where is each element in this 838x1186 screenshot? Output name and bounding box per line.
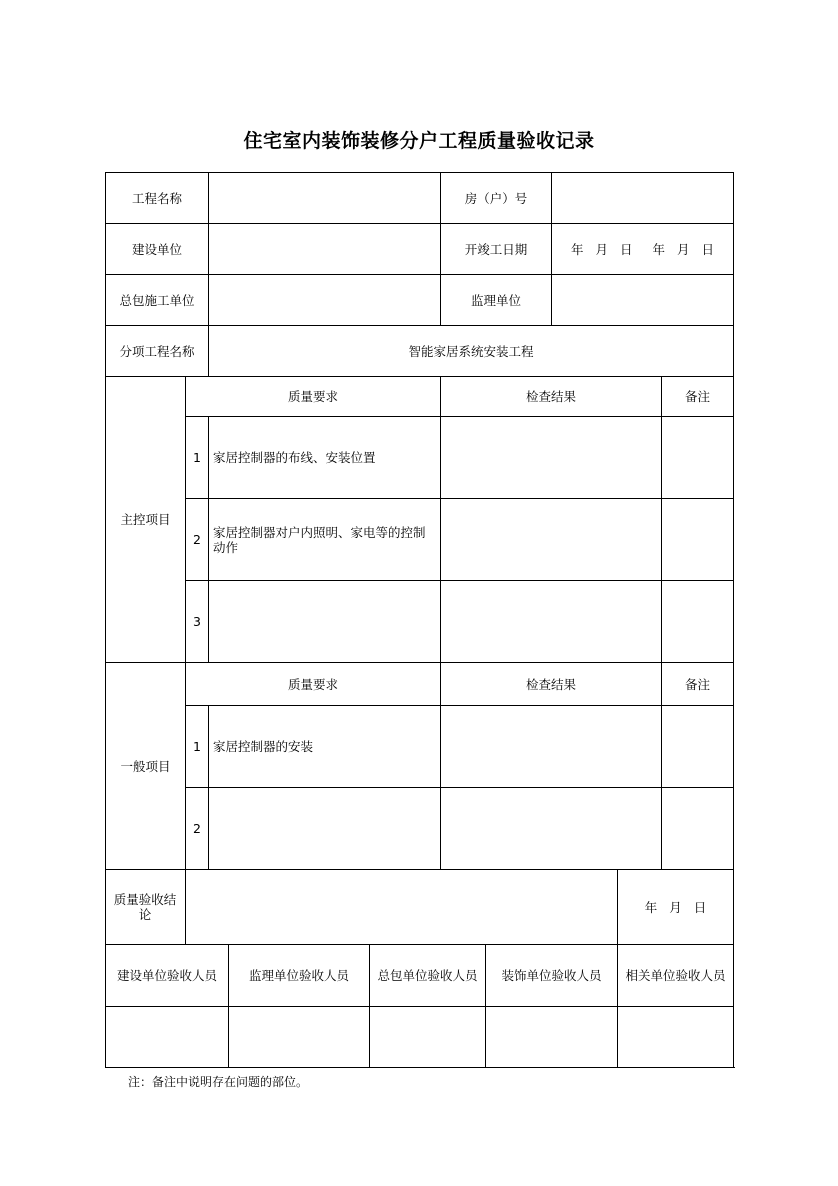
main-control-label: 主控项目	[120, 512, 171, 527]
main-item-1-remark[interactable]	[662, 417, 733, 498]
main-item-2-no: 2	[193, 532, 201, 547]
general-col-result: 检查结果	[525, 676, 576, 692]
general-item-2-result[interactable]	[441, 788, 661, 869]
general-col-requirement: 质量要求	[287, 676, 338, 692]
general-item-1-result[interactable]	[441, 706, 661, 787]
general-item-2-no: 2	[193, 821, 201, 836]
main-item-2-text: 家居控制器对户内照明、家电等的控制动作	[213, 524, 426, 555]
main-item-1-no: 1	[193, 450, 201, 465]
sig-decoration-field[interactable]	[486, 1007, 617, 1067]
conclusion-date[interactable]	[618, 870, 733, 944]
general-item-2-remark[interactable]	[662, 788, 733, 869]
sig-decoration-label: 装饰单位验收人员	[501, 968, 602, 983]
main-col-requirement: 质量要求	[287, 389, 338, 404]
project-name-field[interactable]	[209, 173, 440, 223]
start-day: 日	[619, 241, 633, 257]
builder-label: 建设单位	[131, 241, 182, 257]
main-item-1-result[interactable]	[441, 417, 661, 498]
supervisor-field[interactable]	[552, 275, 733, 325]
sub-project-value: 智能家居系统安装工程	[408, 343, 534, 359]
general-item-1-no: 1	[193, 739, 201, 754]
end-year: 年	[652, 241, 666, 257]
sig-supervisor-label: 监理单位验收人员	[248, 968, 349, 983]
main-col-result: 检查结果	[525, 389, 576, 404]
sig-supervisor-field[interactable]	[229, 1007, 369, 1067]
table-line	[733, 172, 734, 1068]
main-item-1-text: 家居控制器的布线、安装位置	[213, 450, 376, 465]
table-line	[105, 1067, 735, 1068]
start-year: 年	[570, 241, 584, 257]
project-name-label: 工程名称	[131, 190, 182, 206]
general-item-2-text[interactable]	[209, 788, 440, 869]
sig-builder-field[interactable]	[106, 1007, 228, 1067]
general-item-1-remark[interactable]	[662, 706, 733, 787]
builder-field[interactable]	[209, 224, 440, 274]
start-end-date-field[interactable]	[552, 224, 733, 274]
conclusion-field[interactable]	[186, 870, 617, 944]
start-month: 月	[595, 241, 608, 257]
main-item-2-result[interactable]	[441, 499, 661, 580]
sig-related-label: 相关单位验收人员	[625, 968, 726, 983]
main-item-2-remark[interactable]	[662, 499, 733, 580]
end-month: 月	[677, 241, 690, 257]
main-item-3-no: 3	[193, 614, 201, 629]
main-item-3-result[interactable]	[441, 581, 661, 662]
sig-related-field[interactable]	[618, 1007, 733, 1067]
main-item-3-remark[interactable]	[662, 581, 733, 662]
main-item-3-text[interactable]	[209, 581, 440, 662]
conclusion-month: 月	[669, 899, 682, 915]
start-end-date-label: 开竣工日期	[464, 241, 528, 257]
room-number-field[interactable]	[552, 173, 733, 223]
main-col-remark: 备注	[684, 389, 710, 404]
sig-builder-label: 建设单位验收人员	[116, 968, 217, 983]
page-title: 住宅室内装饰装修分户工程质量验收记录	[243, 130, 595, 152]
general-item-1-text: 家居控制器的安装	[213, 739, 314, 754]
supervisor-label: 监理单位	[470, 292, 521, 308]
sig-general-contractor-label: 总包单位验收人员	[377, 968, 478, 983]
sub-project-label: 分项工程名称	[119, 343, 195, 359]
conclusion-day: 日	[693, 899, 707, 915]
general-label: 一般项目	[120, 758, 171, 774]
sig-general-contractor-field[interactable]	[370, 1007, 485, 1067]
footnote: 注：备注中说明存在问题的部位。	[128, 1075, 309, 1089]
conclusion-year: 年	[644, 899, 658, 915]
general-col-remark: 备注	[684, 676, 710, 692]
end-day: 日	[701, 241, 715, 257]
general-contractor-label: 总包施工单位	[119, 292, 195, 308]
conclusion-label: 质量验收结论	[113, 892, 177, 922]
general-contractor-field[interactable]	[209, 275, 440, 325]
room-number-label: 房（户）号	[464, 190, 528, 206]
